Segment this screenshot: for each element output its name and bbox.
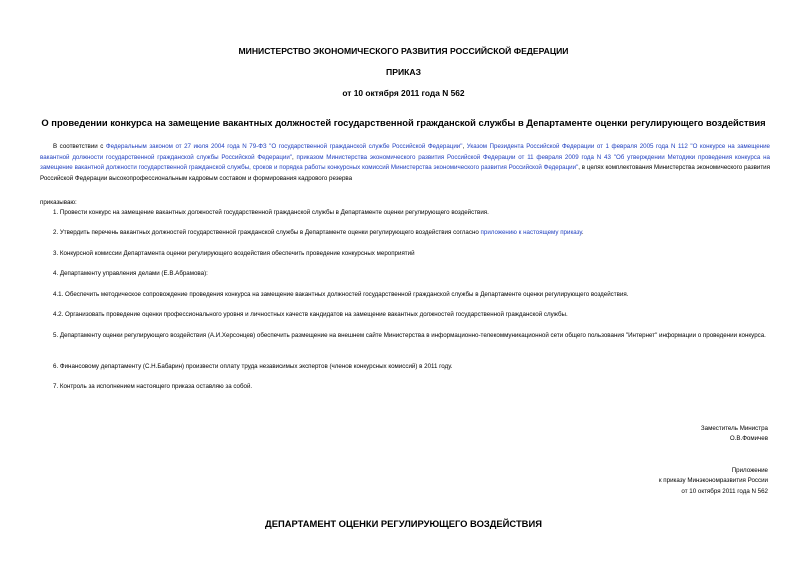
appendix-block (659, 466, 768, 497)
order-item-2 (53, 228, 770, 239)
appendix-line-3: от 10 октября 2011 года N 562 (681, 487, 768, 495)
signature-name: О.В.Фомичев (729, 435, 768, 443)
order-item-3: 3. Конкурсной комиссии Департамента оценки регулирующего воздействия обеспечить проведение конкурсных мероприятий (53, 250, 415, 257)
intro-paragraph (40, 142, 770, 184)
order-item-4-2: 4.2. Организовать проведение оценки профессионального уровня и личностных качеств кандидатов на замещение вакантных должностей государственной гражданской службы. (53, 311, 568, 318)
order-item-5: 5. Департаменту оценки регулирующего воздействия (А.И.Херсонцев) обеспечить размещение на внешнем сайте Министерства в информационно-телекоммуникационной сети общего пользования "Интернет" информации о проведении конкурса. (53, 332, 766, 339)
order-item-2-end: . (581, 229, 584, 236)
order-item-7: 7. Контроль за исполнением настоящего приказа оставляю за собой. (53, 383, 253, 390)
department-title: ДЕПАРТАМЕНТ ОЦЕНКИ РЕГУЛИРУЮЩЕГО ВОЗДЕЙСТВИЯ (265, 518, 542, 529)
link-order-43[interactable]: приказом Министерства экономического развития Российской Федерации от 11 февраля 2009 года N 43 "Об утверждении Методики проведения конкурса на замещение вакантной должности государственной гражданской службы, сроков и порядка работы конкурсных комиссий Министерства экономического развития Российской Федерации" (40, 153, 770, 172)
order-item-4: 4. Департаменту управления делами (Е.В.Абрамова): (53, 270, 208, 277)
order-item-1: 1. Провести конкурс на замещение вакантных должностей государственной гражданской службы в Департаменте оценки регулирующего воздействия. (53, 209, 489, 216)
intro-prefix: В соответствии с (53, 143, 106, 150)
appendix-line-2: к приказу Минэкономразвития России (658, 477, 768, 485)
intro-sep: , (292, 153, 297, 161)
link-federal-law-79[interactable]: Федеральным законом от 27 июля 2004 года N 79-ФЗ "О государственной гражданской службе Российской Федерации" (105, 143, 463, 150)
doc-type-heading: ПРИКАЗ (386, 67, 421, 77)
intro-suffix: , в целях комплектования Министерства экономического развития Российской Федерации высокопрофессиональным кадровым составом и формирования кадрового резерва (40, 164, 770, 182)
prikazyvayu-label: приказываю: (40, 199, 77, 206)
signature-block (701, 424, 768, 445)
intro-sep: , (462, 143, 467, 150)
ministry-heading: МИНИСТЕРСТВО ЭКОНОМИЧЕСКОГО РАЗВИТИЯ РОССИЙСКОЙ ФЕДЕРАЦИИ (238, 46, 569, 56)
appendix-line-1: Приложение (731, 467, 768, 474)
link-appendix[interactable]: приложению к настоящему приказу (480, 229, 582, 236)
link-decree-112[interactable]: Указом Президента Российской Федерации от 1 февраля 2005 года N 112 "О конкурсе на замещение вакантной должности государственной гражданской службы Российской Федерации" (40, 143, 770, 161)
order-item-4-1: 4.1. Обеспечить методическое сопровождение проведения конкурса на замещение вакантных должностей государственной гражданской службы в Департаменте оценки регулирующего воздействия. (53, 291, 629, 298)
order-item-2-text: 2. Утвердить перечень вакантных должностей государственной гражданской службы в Департаменте оценки регулирующего воздействия согласно (53, 229, 481, 236)
doc-date-number: от 10 октября 2011 года N 562 (342, 88, 465, 98)
order-item-6: 6. Финансовому департаменту (С.Н.Бабарин) произвести оплату труда независимых экспертов (членов конкурсных комиссий) в 2011 году. (53, 363, 453, 370)
doc-title: О проведении конкурса на замещение вакантных должностей государственной гражданской службы в Департаменте оценки регулирующего воздействия (41, 117, 766, 128)
signature-position: Заместитель Министра (700, 425, 768, 432)
